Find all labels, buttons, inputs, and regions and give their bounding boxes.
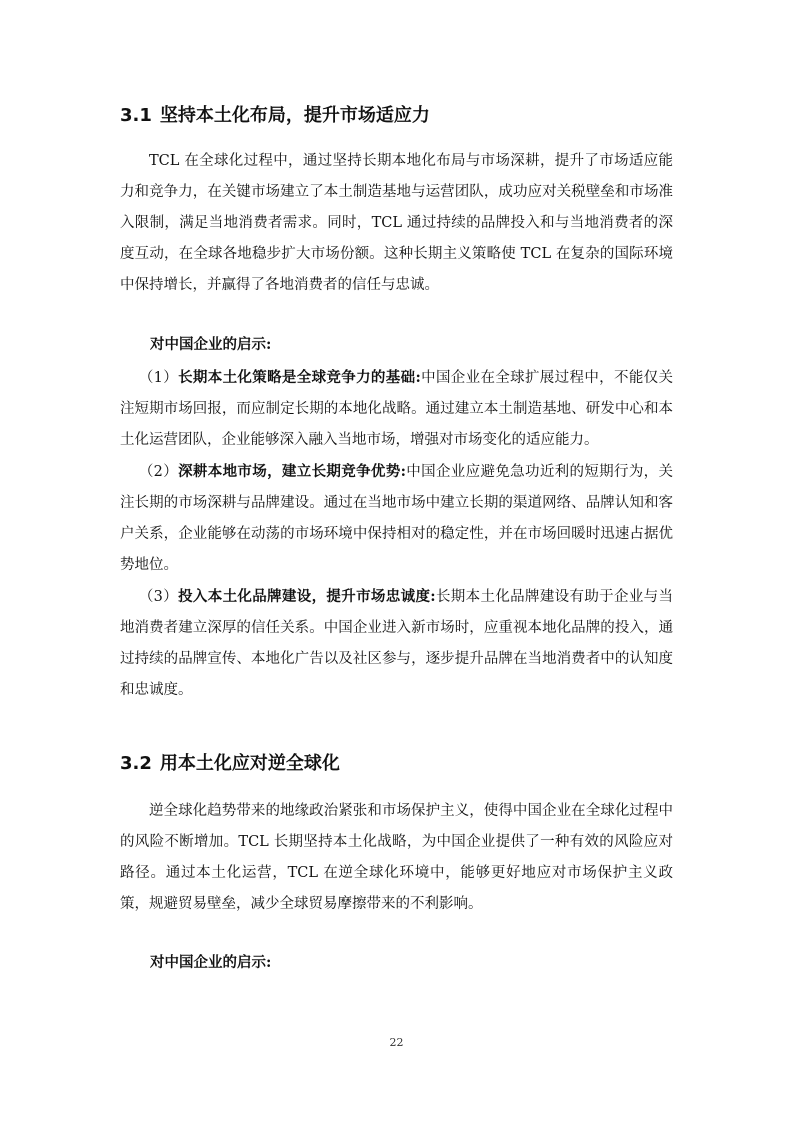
insight-item-1 bbox=[120, 362, 673, 456]
item-heading: 深耕本地市场，建立长期竞争优势: bbox=[178, 463, 406, 480]
item-text: 长期本土化品牌建设有助于企业与当地消费者建立深厚的信任关系。中国企业进入新市场时，应重视本地化品牌的投入，通过持续的品牌宣传、本地化广告以及社区参与，逐步提升品牌在当地消费者中的认知度和忠诚度。 bbox=[120, 589, 674, 698]
insight-item-3 bbox=[120, 581, 673, 706]
section-title: 用本土化应对逆全球化 bbox=[159, 753, 340, 774]
insight-label: 对中国企业的启示: bbox=[150, 954, 272, 971]
section-number: 3.1 bbox=[120, 105, 152, 126]
section-title: 坚持本土化布局，提升市场适应力 bbox=[159, 105, 430, 126]
page-content bbox=[120, 100, 673, 978]
insight-label: 对中国企业的启示: bbox=[150, 336, 272, 353]
section-heading-3-2 bbox=[120, 748, 673, 780]
section-number: 3.2 bbox=[120, 753, 152, 774]
section-paragraph: 逆全球化趋势带来的地缘政治紧张和市场保护主义，使得中国企业在全球化过程中的风险不断增加。TCL 长期坚持本土化战略，为中国企业提供了一种有效的风险应对路径。通过本土化运营，TCL 在逆全球化环境中，能够更好地应对市场保护主义政策，规避贸易壁垒，减少全球贸易摩擦带来的不利影响。 bbox=[120, 803, 673, 912]
section-paragraph: TCL 在全球化过程中，通过坚持长期本地化布局与市场深耕，提升了市场适应能力和竞争力，在关键市场建立了本土制造基地与运营团队，成功应对关税壁垒和市场准入限制，满足当地消费者需求。同时，TCL 通过持续的品牌投入和与当地消费者的深度互动，在全球各地稳步扩大市场份额。这种长期主义策略使 TCL 在复杂的国际环境中保持增长，并赢得了各地消费者的信任与忠诚。 bbox=[120, 153, 673, 293]
insight-item-2 bbox=[120, 456, 673, 581]
section-heading-3-1 bbox=[120, 100, 673, 132]
item-text: 中国企业在全球扩展过程中，不能仅关注短期市场回报，而应制定长期的本地化战略。通过建立本土制造基地、研发中心和本土化运营团队，企业能够深入融入当地市场，增强对市场变化的适应能力。 bbox=[120, 370, 673, 448]
item-heading: 投入本土化品牌建设，提升市场忠诚度: bbox=[178, 588, 436, 605]
item-text: 中国企业应避免急功近利的短期行为，关注长期的市场深耕与品牌建设。通过在当地市场中建立长期的渠道网络、品牌认知和客户关系，企业能够在动荡的市场环境中保持相对的稳定性，并在市场回暖时迅速占据优势地位。 bbox=[120, 464, 673, 573]
item-marker: （3） bbox=[138, 589, 179, 605]
item-marker: （2） bbox=[138, 464, 179, 480]
item-marker: （1） bbox=[138, 370, 179, 386]
page-number: 22 bbox=[389, 1036, 404, 1049]
item-heading: 长期本土化策略是全球竞争力的基础: bbox=[178, 369, 421, 386]
